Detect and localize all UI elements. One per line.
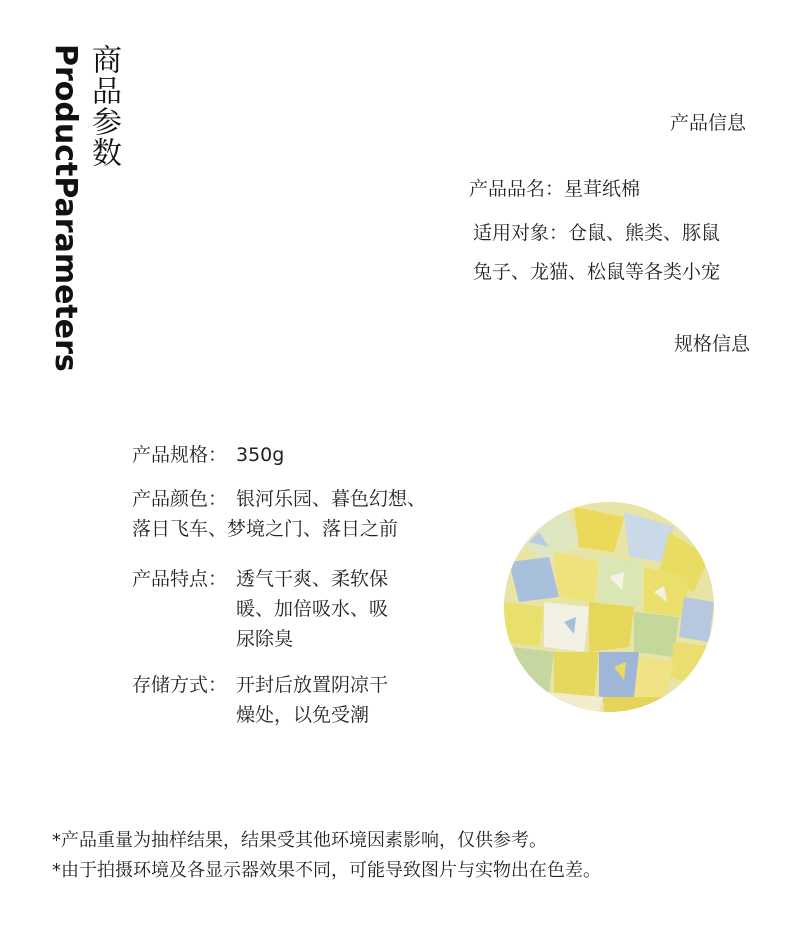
spec-value-line: 开封后放置阴凉干 (236, 674, 389, 696)
spec-value-line: 尿除臭 (236, 628, 294, 650)
spec-row-color (132, 484, 426, 544)
spec-value-extra: 落日飞车、梦境之门、落日之前 (132, 518, 399, 540)
spec-value (236, 564, 388, 654)
disclaimer-weight: *产品重量为抽样结果，结果受其他环境因素影响，仅供参考。 (52, 830, 547, 851)
spec-value (236, 670, 388, 730)
product-info-title: 产品信息 (669, 112, 746, 134)
spec-row-features (132, 564, 388, 654)
spec-value-line: 燥处，以免受潮 (236, 704, 370, 726)
spec-label: 存储方式： (132, 674, 228, 696)
paper-bedding-image (504, 502, 714, 712)
spec-row-size (132, 440, 284, 470)
spec-label: 产品特点： (132, 568, 228, 590)
spec-label: 产品颜色： (132, 488, 228, 510)
heading-en: ProductParameters (48, 44, 83, 372)
target-line-2: 兔子、龙猫、松鼠等各类小宠 (473, 261, 721, 283)
spec-row-storage (132, 670, 388, 730)
spec-value: 350g (236, 444, 285, 466)
product-photo (504, 502, 714, 712)
spec-value-line: 暖、加倍吸水、吸 (236, 598, 389, 620)
spec-label: 产品规格： (132, 444, 228, 466)
disclaimer-color: *由于拍摄环境及各显示器效果不同，可能导致图片与实物出在色差。 (52, 860, 601, 881)
spec-value: 银河乐园、暮色幻想、 (236, 488, 427, 510)
spec-value-line: 透气干爽、柔软保 (236, 568, 389, 590)
heading-cn: 商品参数 (86, 44, 121, 168)
target-line-1: 适用对象：仓鼠、熊类、豚鼠 (473, 222, 721, 244)
product-name-line: 产品品名：星茸纸棉 (469, 178, 641, 200)
spec-info-title: 规格信息 (673, 333, 750, 355)
